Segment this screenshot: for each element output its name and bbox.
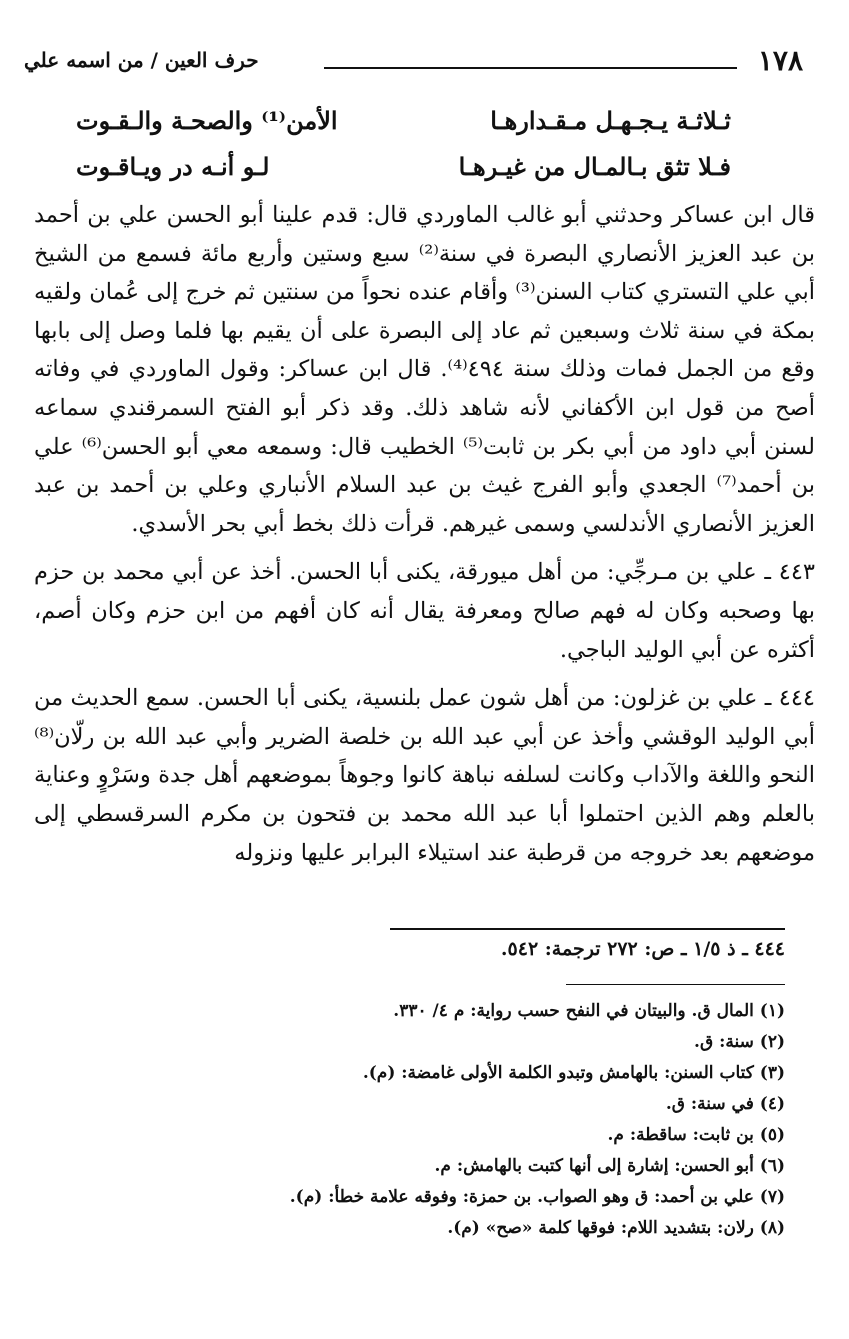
verse-first-hemistich: فـلا تثق بـالمـال من غيـرهـا	[458, 152, 731, 181]
footnote: (٦) أبو الحسن: إشارة إلى أنها كتبت بالهامش: م.	[434, 1156, 785, 1176]
footnote: (٧) علي بن أحمد: ق وهو الصواب. بن حمزة: وفوقه علامة خطأ: (م).	[289, 1187, 785, 1207]
verse-second-hemistich: لـو أنـه در ويـاقـوت	[76, 152, 270, 181]
main-text	[34, 196, 815, 872]
footnotes	[40, 996, 785, 1244]
entry-paragraph: ٤٤٣ ـ علي بن مـرجِّي: من أهل ميورقة، يكنى أبا الحسن. أخذ عن أبي محمد بن حزم بها وصحبه وكان له فهم صالح ومعرفة يقال أنه كان أفهم من ابن حزم وكان أصم، أكثره عن أبي الوليد الباجي.	[34, 559, 815, 663]
source-rule	[390, 928, 785, 930]
verse-first-hemistich: ثـلاثـة يـجـهـل مـقـدارهـا	[490, 106, 731, 135]
verse-second-hemistich: الأمن⁽¹⁾ والصحـة والـقـوت	[76, 106, 338, 135]
footnote: (٥) بن ثابت: ساقطة: م.	[607, 1125, 785, 1145]
footnote: (٣) كتاب السنن: بالهامش وتبدو الكلمة الأولى غامضة: (م).	[362, 1063, 785, 1083]
source-note: ٤٤٤ ـ ذ ١/٥ ـ ص: ٢٧٢ ترجمة: ٥٤٢.	[500, 938, 785, 960]
footnote: (٢) سنة: ق.	[694, 1032, 785, 1052]
paragraph: قال ابن عساكر وحدثني أبو غالب الماوردي قال: قدم علينا أبو الحسن علي بن أحمد بن عبد العزيز الأنصاري البصرة في سنة⁽²⁾ سبع وستين وأربع مائة فسمع من الشيخ أبي علي التستري كتاب السنن⁽³⁾ وأقام عنده نحواً من سنتين ثم خرج إلى عُمان ولقيه بمكة في سنة ثلاث وسبعين ثم عاد إلى البصرة على أن يقيم بها فلما وصل إلى بابها وقع من الجمل فمات وذلك سنة ٤٩٤⁽⁴⁾. قال ابن عساكر: وقول الماوردي في وفاته أصح من قول ابن الأكفاني لأنه شاهد ذلك. وقد ذكر أبو الفتح السمرقندي سماعه لسنن أبي داود من أبي بكر بن ثابت⁽⁵⁾ الخطيب قال: وسمعه معي أبو الحسن⁽⁶⁾ علي بن أحمد⁽⁷⁾ الجعدي وأبو الفرج غيث بن عبد السلام الأنباري وعلي بن أحمد بن عبد العزيز الأنصاري الأندلسي وسمى غيرهم. قرأت ذلك بخط أبي بحر الأسدي.	[34, 202, 816, 537]
footnote: (١) المال ق. والبيتان في النفح حسب رواية: م ٤/ ٣٣٠.	[393, 1001, 785, 1021]
header-rule	[324, 67, 737, 69]
footnote: (٨) رلان: بتشديد اللام: فوقها كلمة «صح» (م).	[447, 1218, 785, 1238]
page-number: ١٧٨	[757, 44, 803, 77]
poem	[76, 100, 731, 192]
verse	[76, 100, 731, 146]
running-title: حرف العين / من اسمه علي	[24, 48, 259, 72]
page-header	[24, 44, 803, 84]
verse	[76, 146, 731, 192]
entry-paragraph: ٤٤٤ ـ علي بن غزلون: من أهل شون عمل بلنسية، يكنى أبا الحسن. سمع الحديث من أبي الوليد الوقشي وأخذ عن أبي عبد الله بن خلصة الضرير وأبي عبد الله بن رلّان⁽⁸⁾ النحو واللغة والآداب وكانت لسلفه نباهة كانوا وجوهاً بموضعهم أهل جدة وسَرْوٍ وعناية بالعلم وهم الذين احتملوا أبا عبد الله محمد بن فتحون بن مكرم السرقسطي إلى موضعهم بعد خروجه من قرطبة عند استيلاء البرابر عليها ونزوله	[34, 685, 815, 866]
footnote: (٤) في سنة: ق.	[665, 1094, 785, 1114]
footnote-rule	[566, 984, 785, 985]
